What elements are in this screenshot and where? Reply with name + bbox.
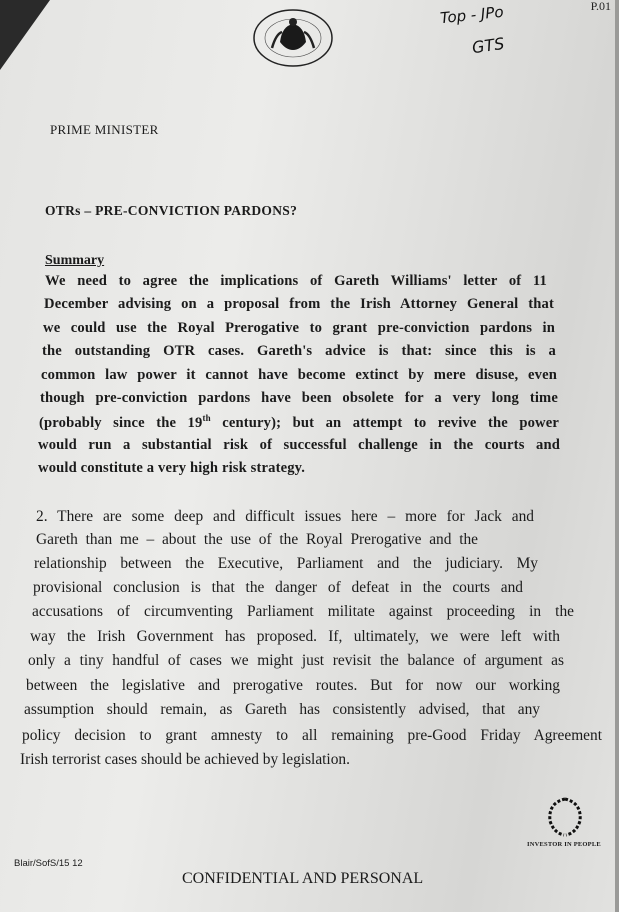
paragraph-line: assumption should remain, as Gareth has consistently advised, that any xyxy=(24,701,540,718)
summary-line: the outstanding OTR cases. Gareth's advice is that: since this is a xyxy=(42,343,556,359)
summary-line: would run a substantial risk of successful challenge in the courts and xyxy=(38,437,560,453)
paragraph-line: between the legislative and prerogative routes. But for now our working xyxy=(26,677,560,694)
paragraph-line: accusations of circumventing Parliament militate against proceeding in the xyxy=(32,603,574,620)
summary-line: December advising on a proposal from the Irish Attorney General that xyxy=(44,296,554,312)
investors-in-people-wreath-icon xyxy=(542,795,588,841)
crest-seal xyxy=(252,8,334,68)
paragraph-line: policy decision to grant amnesty to all remaining pre-Good Friday Agreement xyxy=(22,727,602,744)
paragraph-line: 2. There are some deep and difficult issues here – more for Jack and xyxy=(36,508,534,525)
page-edge xyxy=(615,0,619,912)
paragraph-line: provisional conclusion is that the danger of defeat in the courts and xyxy=(33,579,523,596)
paragraph-line: Irish terrorist cases should be achieved by legislation. xyxy=(20,751,350,768)
summary-line: common law power it cannot have become extinct by mere disuse, even xyxy=(41,367,557,383)
paragraph-line: way the Irish Government has proposed. If, ultimately, we were left with xyxy=(30,628,560,645)
page-number: P.01 xyxy=(590,0,611,13)
handwritten-note: Top - JPo xyxy=(439,2,505,28)
summary-line: would constitute a very high risk strategy. xyxy=(38,460,306,476)
paragraph-line: only a tiny handful of cases we might just revisit the balance of argument as xyxy=(28,652,564,669)
summary-line: We need to agree the implications of Gareth Williams' letter of 11 xyxy=(45,273,547,289)
summary-line: we could use the Royal Prerogative to grant pre-conviction pardons in xyxy=(43,320,555,336)
summary-line: (probably since the 19th century); but an attempt to revive the power xyxy=(39,413,559,431)
handwritten-initials: GTS xyxy=(470,33,506,58)
paragraph-line: Gareth than me – about the use of the Royal Prerogative and the xyxy=(36,531,478,548)
summary-line: though pre-conviction pardons have been obsolete for a very long time xyxy=(40,390,558,406)
addressee: PRIME MINISTER xyxy=(50,122,159,137)
photo-corner-shadow xyxy=(0,0,50,70)
investors-in-people-logo-text: INVESTOR IN PEOPLE xyxy=(527,841,601,848)
classification-marking: CONFIDENTIAL AND PERSONAL xyxy=(182,870,424,887)
document-title: OTRs – PRE-CONVICTION PARDONS? xyxy=(45,203,298,218)
paragraph-line: relationship between the Executive, Parliament and the judiciary. My xyxy=(34,555,538,572)
summary-heading: Summary xyxy=(45,253,105,268)
document-reference: Blair/SofS/15 12 xyxy=(14,858,83,869)
